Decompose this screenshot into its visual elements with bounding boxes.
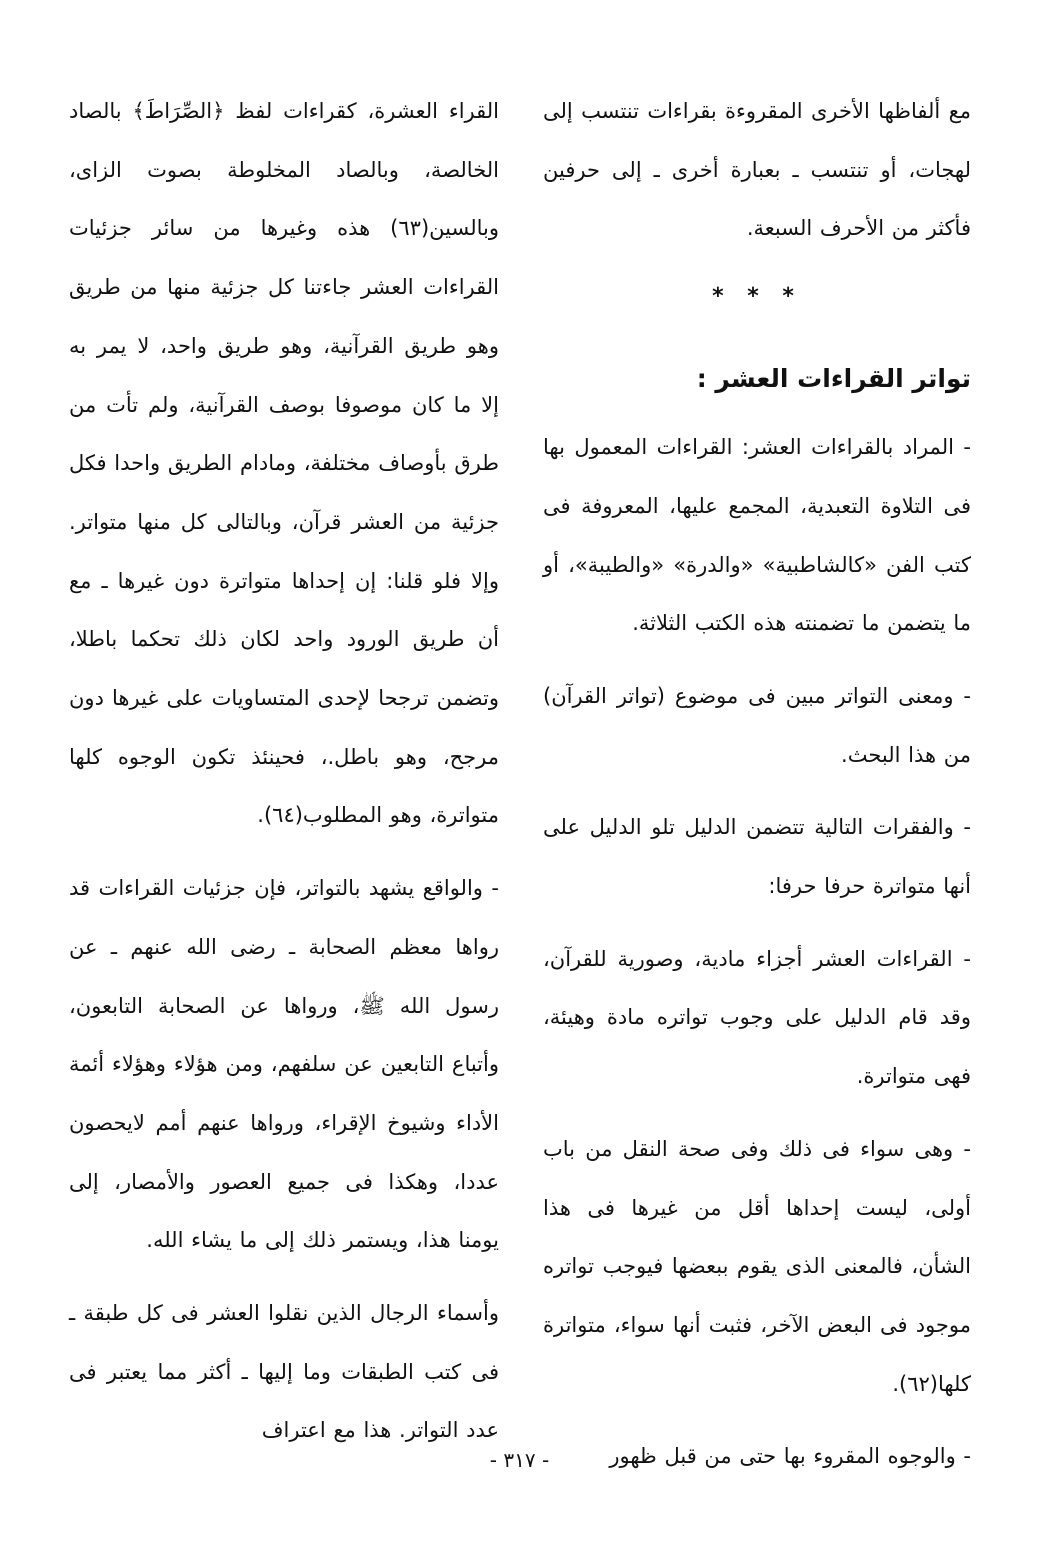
paragraph-definition: - المراد بالقراءات العشر: القراءات المعمول بها فى التلاوة التعبدية، المجمع عليها، المعروفة فى كتب الفن «كالشاطبية» «والدرة» «والطيبة»، أو ما يتضمن ما تضمنته هذه الكتب الثلاثة.	[543, 435, 971, 636]
paragraph-single-path: القراء العشرة، كقراءات لفظ ﴿الصِّرَاطَ﴾ بالصاد الخالصة، وبالصاد المخلوطة بصوت الزاى، وبالسين(٦٣) هذه وغيرها من سائر جزئيات القراءات العشر جاءتنا كل جزئية منها من طريق وهو طريق القرآنية، وهو طريق واحد، لا يمر به إلا ما كان موصوفا بوصف القرآنية، ولم تأت من طرق بأوصاف مختلفة، ومادام الطريق واحدا فكل جزئية من العشر قرآن، وبالتالى كل منها متواتر. وإلا فلو قلنا: إن إحداها متواترة دون غيرها ـ مع أن طريق الورود واحد لكان ذلك تحكما باطلا، وتضمن ترجحا لإحدى المتساويات على غيرها دون مرجح، وهو باطل.، فحينئذ تكون الوجوه كلها متواترة، وهو المطلوب(٦٤).	[69, 99, 499, 828]
page-number: - ٣١٧ -	[489, 1448, 550, 1472]
paragraph-equality: - وهى سواء فى ذلك وفى صحة النقل من باب أولى، ليست إحداها أقل من غيرها فى هذا الشأن، فالمعنى الذى يقوم ببعضها فيوجب تواتره موجود فى البعض الآخر، فثبت أنها سواء، متواترة كلها(٦٢).	[543, 1136, 971, 1396]
intro-paragraph: مع ألفاظها الأخرى المقروءة بقراءات تنتسب إلى لهجات، أو تنتسب ـ بعبارة أخرى ـ إلى حرفين فأكثر من الأحرف السبعة.	[543, 99, 971, 241]
paragraph-reality-witness: - والواقع يشهد بالتواتر، فإن جزئيات القراءات قد رواها معظم الصحابة ـ رضى الله عنهم ـ عن رسول الله ﷺ، ورواها عن الصحابة التابعون، وأتباع التابعين عن سلفهم، ومن هؤلاء وهؤلاء أئمة الأداء وشيوخ الإقراء، ورواها عنهم أمم لايحصون عددا، وهكذا فى جميع العصور والأمصار، إلى يومنا هذا، ويستمر ذلك إلى ما يشاء الله.	[69, 876, 499, 1253]
paragraph-evidence-intro: - والفقرات التالية تتضمن الدليل تلو الدليل على أنها متواترة حرفا حرفا:	[543, 815, 971, 899]
paragraph-tawatur-meaning: - ومعنى التواتر مبين فى موضوع (تواتر القرآن) من هذا البحث.	[543, 683, 971, 767]
section-separator: * * *	[712, 284, 802, 310]
left-column	[69, 82, 499, 1460]
paragraph-narrator-names: وأسماء الرجال الذين نقلوا العشر فى كل طبقة ـ فى كتب الطبقات وما إليها ـ أكثر مما يعتبر فى عدد التواتر. هذا مع اعتراف	[69, 1301, 499, 1443]
paragraph-material-parts: - القراءات العشر أجزاء مادية، وصورية للقرآن، وقد قام الدليل على وجوب تواتره مادة وهيئة، فهى متواترة.	[543, 946, 971, 1089]
paragraph-readings-before: - والوجوه المقروء بها حتى من قبل ظهور	[609, 1444, 971, 1469]
section-heading: تواتر القراءات العشر :	[696, 364, 971, 394]
right-column	[543, 82, 971, 1486]
